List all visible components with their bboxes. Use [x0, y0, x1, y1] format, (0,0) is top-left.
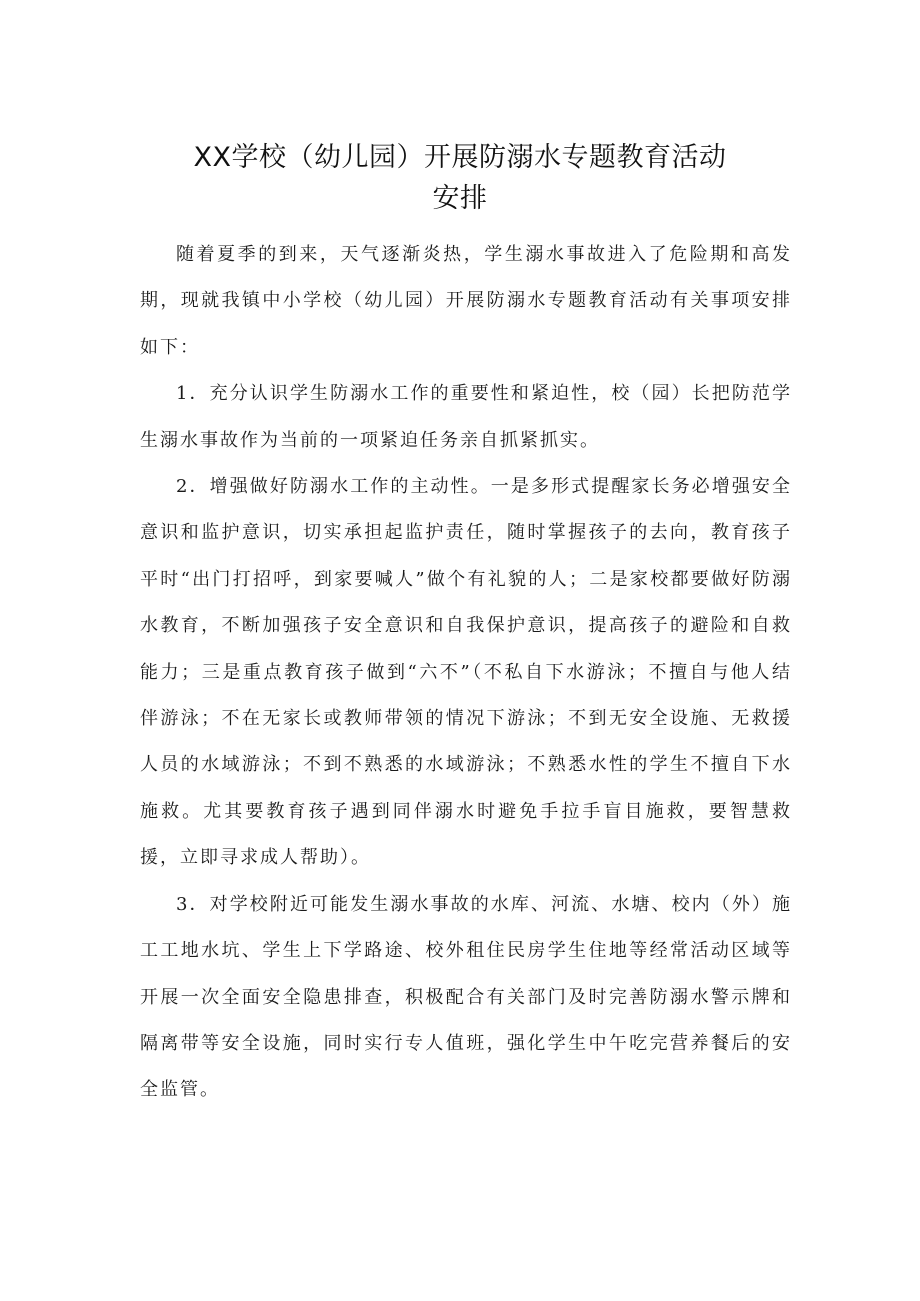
document-title-line1: XX学校（幼儿园）开展防溺水专题教育活动: [193, 142, 727, 173]
item-3-paragraph: 3．对学校附近可能发生溺水事故的水库、河流、水塘、校内（外）施工工地水坑、学生上下学路途、校外租住民房学生住地等经常活动区域等开展一次全面安全隐患排查，积极配合有关部门及时完善防溺水警示牌和隔离带等安全设施，同时实行专人值班，强化学生中午吃完营养餐后的安全监管。: [140, 893, 792, 1101]
intro-paragraph: 随着夏季的到来，天气逐渐炎热，学生溺水事故进入了危险期和高发期，现就我镇中小学校（幼儿园）开展防溺水专题教育活动有关事项安排如下：: [140, 244, 792, 358]
document-body: [140, 232, 792, 1114]
item-2-paragraph: 2．增强做好防溺水工作的主动性。一是多形式提醒家长务必增强安全意识和监护意识，切实承担起监护责任，随时掌握孩子的去向，教育孩子平时“出门打招呼，到家要喊人”做个有礼貌的人；二是家校都要做好防溺水教育，不断加强孩子安全意识和自我保护意识，提高孩子的避险和自救能力；三是重点教育孩子做到“六不”（不私自下水游泳；不擅自与他人结伴游泳；不在无家长或教师带领的情况下游泳；不到无安全设施、无救援人员的水域游泳；不到不熟悉的水域游泳；不熟悉水性的学生不擅自下水施救。尤其要教育孩子遇到同伴溺水时避免手拉手盲目施救，要智慧救援，立即寻求成人帮助）。: [140, 476, 792, 869]
document-title-line2: 安排: [432, 183, 488, 214]
item-1-paragraph: 1．充分认识学生防溺水工作的重要性和紧迫性，校（园）长把防范学生溺水事故作为当前的一项紧迫任务亲自抓紧抓实。: [140, 383, 792, 451]
